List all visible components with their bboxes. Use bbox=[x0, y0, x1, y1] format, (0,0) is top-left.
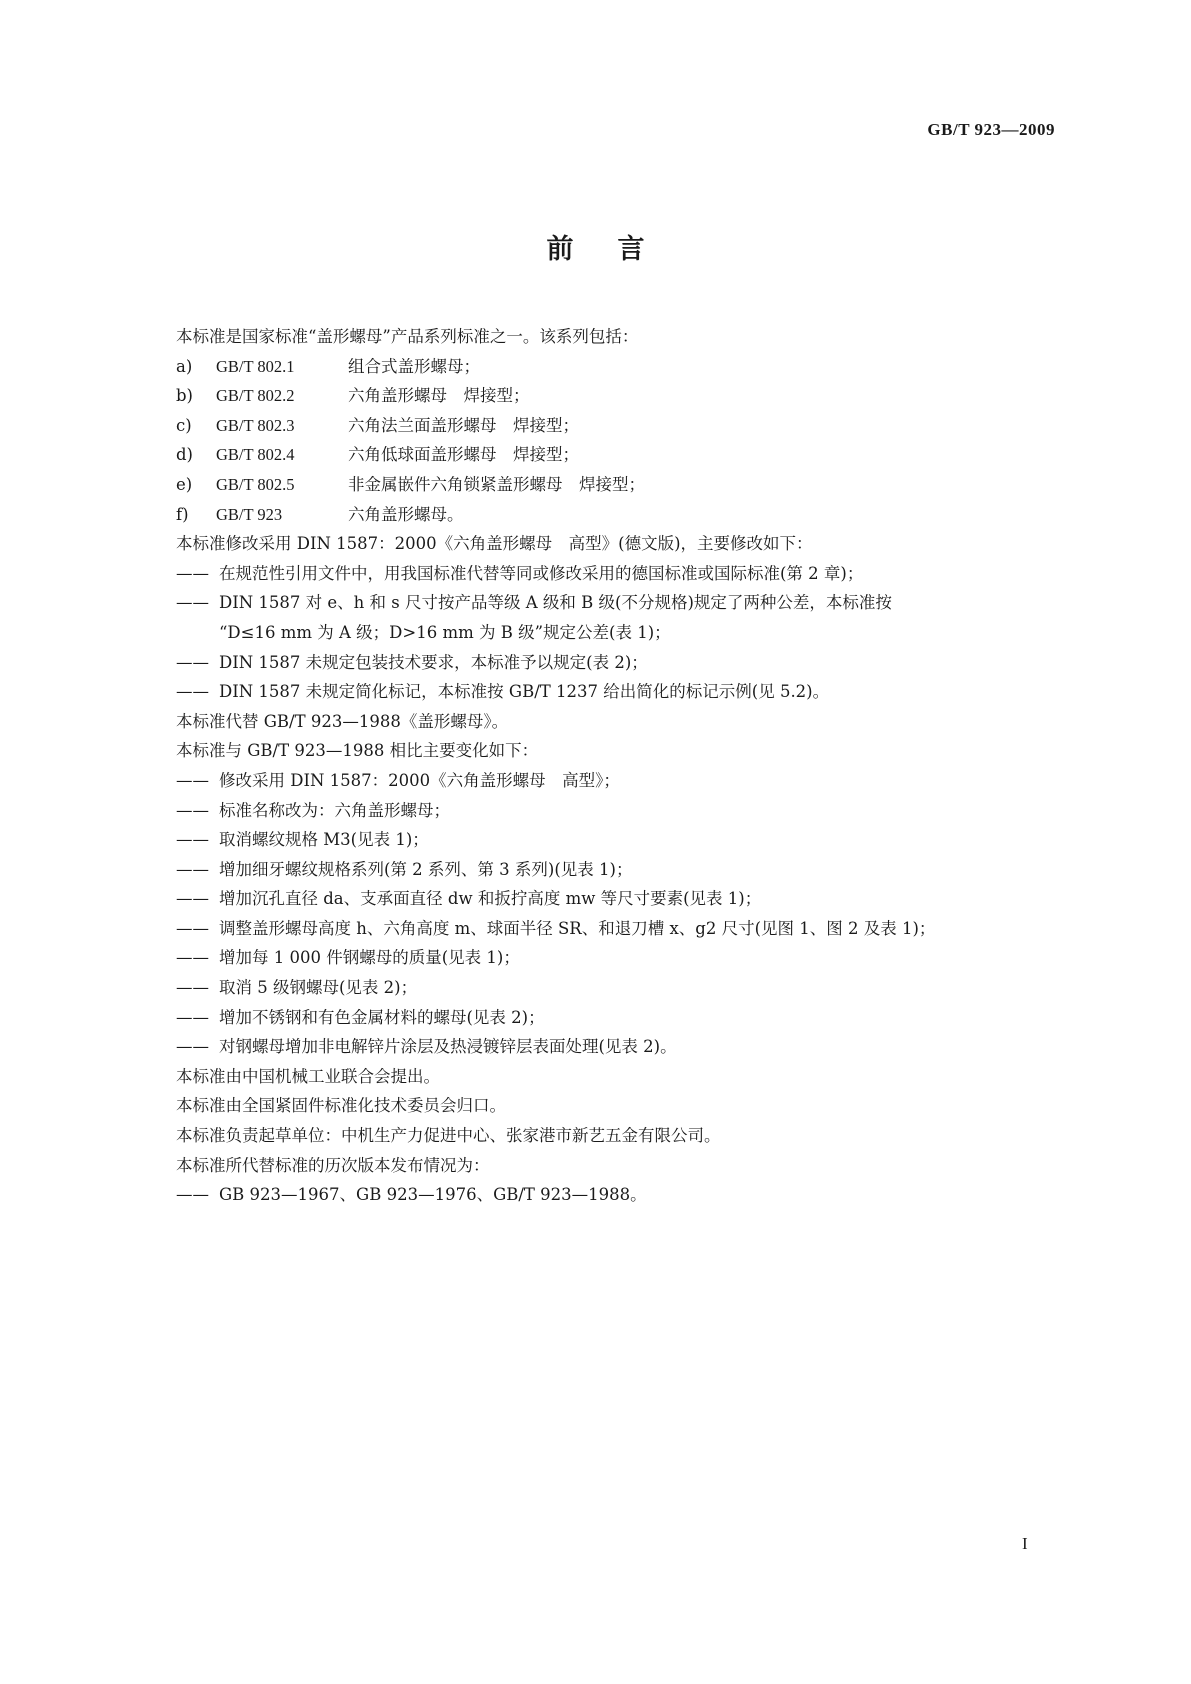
dash-mark: —— bbox=[176, 859, 209, 879]
dash-mark: —— bbox=[176, 918, 209, 938]
dash-item-text: 增加每 1 000 件钢螺母的质量(见表 1)； bbox=[219, 948, 520, 968]
dash-mark: —— bbox=[176, 770, 209, 790]
list-item bbox=[176, 440, 1076, 470]
item-label: f) bbox=[176, 504, 189, 524]
dash-mark: —— bbox=[176, 978, 209, 998]
item-standard-code: GB/T 802.4 bbox=[216, 445, 295, 465]
item-standard-code: GB/T 802.2 bbox=[216, 386, 295, 406]
dash-mark: —— bbox=[176, 889, 209, 909]
dash-item-text: 在规范性引用文件中，用我国标准代替等同或修改采用的德国标准或国际标准(第 2 章)； bbox=[219, 563, 864, 583]
paragraph: 本标准代替 GB/T 923—1988《盖形螺母》。 bbox=[176, 711, 509, 731]
foreword-body bbox=[176, 322, 1076, 1210]
dash-mark: —— bbox=[176, 1007, 209, 1027]
list-item bbox=[176, 352, 1076, 382]
dash-item-text: 增加细牙螺纹规格系列(第 2 系列、第 3 系列)(见表 1)； bbox=[219, 859, 633, 879]
item-standard-code: GB/T 802.1 bbox=[216, 356, 295, 376]
dash-item-text: DIN 1587 未规定简化标记，本标准按 GB/T 1237 给出简化的标记示例(见 5.2)。 bbox=[219, 682, 830, 702]
item-label: c) bbox=[176, 415, 192, 435]
list-item bbox=[176, 470, 1076, 500]
dash-mark: —— bbox=[176, 948, 209, 968]
dash-item-text: DIN 1587 未规定包装技术要求，本标准予以规定(表 2)； bbox=[219, 652, 648, 672]
dash-item bbox=[176, 1032, 1076, 1062]
dash-item bbox=[176, 648, 1076, 678]
continuation-line: “D≤16 mm 为 A 级；D>16 mm 为 B 级”规定公差(表 1)； bbox=[219, 622, 671, 642]
item-label: b) bbox=[176, 386, 193, 406]
dash-item-text: 调整盖形螺母高度 h、六角高度 m、球面半径 SR、和退刀槽 x、g2 尺寸(见图 1、图 2 及表 1)； bbox=[219, 918, 936, 938]
item-label: d) bbox=[176, 445, 193, 465]
item-standard-code: GB/T 802.3 bbox=[216, 415, 295, 435]
dash-item-text: 增加沉孔直径 da、支承面直径 dw 和扳拧高度 mw 等尺寸要素(见表 1)； bbox=[219, 889, 762, 909]
dash-item bbox=[176, 855, 1076, 885]
dash-mark: —— bbox=[176, 1037, 209, 1057]
dash-mark: —— bbox=[176, 830, 209, 850]
item-text: 组合式盖形螺母； bbox=[348, 356, 480, 376]
page-number: I bbox=[1022, 1534, 1028, 1553]
list-item bbox=[176, 411, 1076, 441]
page-title: 前言 bbox=[546, 234, 689, 265]
dash-item bbox=[176, 677, 1076, 707]
dash-mark: —— bbox=[176, 682, 209, 702]
dash-item-text: 取消螺纹规格 M3(见表 1)； bbox=[219, 830, 429, 850]
paragraph: 本标准由中国机械工业联合会提出。 bbox=[176, 1066, 440, 1086]
paragraph: 本标准由全国紧固件标准化技术委员会归口。 bbox=[176, 1096, 506, 1116]
dash-mark: —— bbox=[176, 1185, 209, 1205]
item-label: a) bbox=[176, 356, 193, 376]
list-item bbox=[176, 500, 1076, 530]
dash-item-text: 修改采用 DIN 1587：2000《六角盖形螺母 高型》； bbox=[219, 770, 620, 790]
dash-item bbox=[176, 825, 1076, 855]
paragraph: 本标准所代替标准的历次版本发布情况为： bbox=[176, 1155, 490, 1175]
item-text: 六角盖形螺母 焊接型； bbox=[348, 386, 530, 406]
dash-item bbox=[176, 766, 1076, 796]
paragraph: 本标准负责起草单位：中机生产力促进中心、张家港市新艺五金有限公司。 bbox=[176, 1126, 721, 1146]
standard-code: GB/T 923—2009 bbox=[927, 120, 1055, 139]
dash-item-text: 取消 5 级钢螺母(见表 2)； bbox=[219, 978, 418, 998]
dash-item bbox=[176, 973, 1076, 1003]
item-standard-code: GB/T 923 bbox=[216, 504, 283, 524]
dash-item bbox=[176, 884, 1076, 914]
paragraph: 本标准修改采用 DIN 1587：2000《六角盖形螺母 高型》(德文版)，主要修改如下： bbox=[176, 534, 813, 554]
list-item bbox=[176, 381, 1076, 411]
dash-item-text: 对钢螺母增加非电解锌片涂层及热浸镀锌层表面处理(见表 2)。 bbox=[219, 1037, 677, 1057]
item-text: 六角低球面盖形螺母 焊接型； bbox=[348, 445, 579, 465]
dash-mark: —— bbox=[176, 652, 209, 672]
dash-item bbox=[176, 914, 1076, 944]
paragraph: 本标准与 GB/T 923—1988 相比主要变化如下： bbox=[176, 741, 539, 761]
item-text: 非金属嵌件六角锁紧盖形螺母 焊接型； bbox=[348, 474, 645, 494]
dash-mark: —— bbox=[176, 800, 209, 820]
dash-item bbox=[176, 588, 1076, 618]
item-text: 六角法兰面盖形螺母 焊接型； bbox=[348, 415, 579, 435]
dash-item bbox=[176, 943, 1076, 973]
dash-item bbox=[176, 1003, 1076, 1033]
item-standard-code: GB/T 802.5 bbox=[216, 474, 295, 494]
dash-mark: —— bbox=[176, 593, 209, 613]
dash-mark: —— bbox=[176, 563, 209, 583]
item-label: e) bbox=[176, 474, 193, 494]
dash-item bbox=[176, 1180, 1076, 1210]
dash-item-text: GB 923—1967、GB 923—1976、GB/T 923—1988。 bbox=[219, 1185, 647, 1205]
item-text: 六角盖形螺母。 bbox=[348, 504, 464, 524]
dash-item bbox=[176, 796, 1076, 826]
paragraph: 本标准是国家标准“盖形螺母”产品系列标准之一。该系列包括： bbox=[176, 327, 639, 346]
dash-item-text: DIN 1587 对 e、h 和 s 尺寸按产品等级 A 级和 B 级(不分规格)规定了两种公差，本标准按 bbox=[219, 593, 892, 613]
dash-item-text: 标准名称改为：六角盖形螺母； bbox=[219, 800, 450, 820]
dash-item-text: 增加不锈钢和有色金属材料的螺母(见表 2)； bbox=[219, 1007, 545, 1027]
dash-item bbox=[176, 559, 1076, 589]
